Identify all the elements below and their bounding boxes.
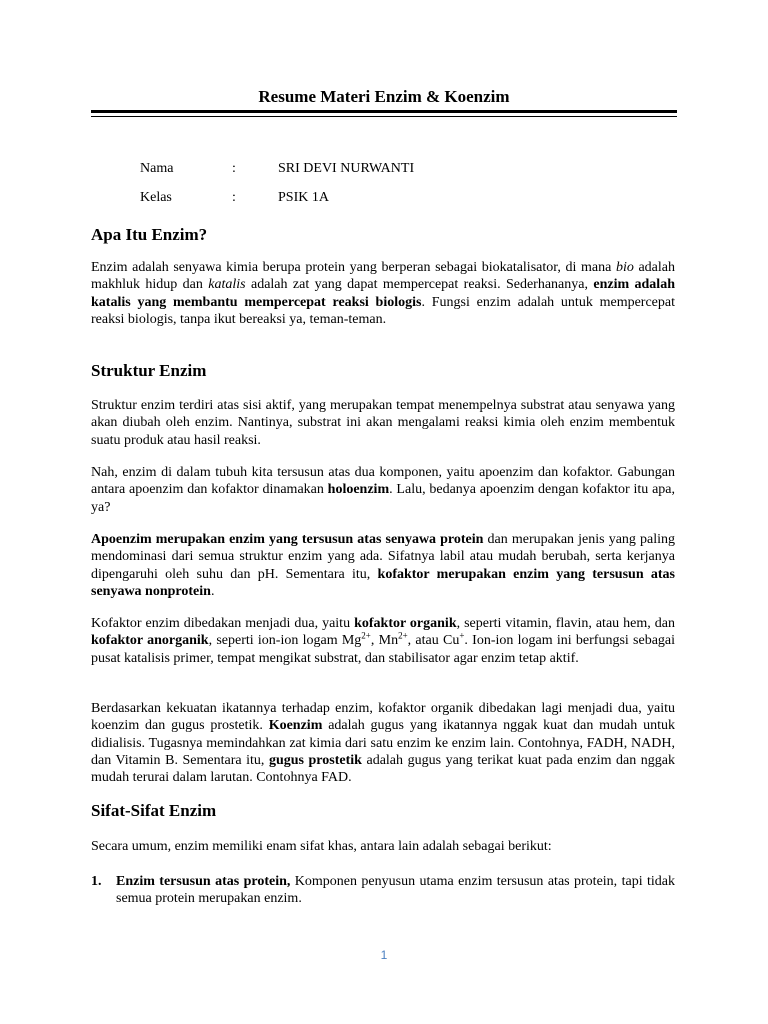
kelas-label: Kelas [140, 190, 172, 205]
kelas-value: PSIK 1A [278, 190, 329, 205]
kelas-colon: : [232, 190, 236, 205]
list-item [91, 873, 675, 908]
list-item-body: Enzim tersusun atas protein, Komponen penyusun utama enzim tersusun atas protein, tapi tidak semua protein merupakan enzim. [116, 874, 675, 907]
list-item-number: 1. [91, 874, 102, 889]
heading-struktur-enzim: Struktur Enzim [91, 361, 207, 380]
page-number: 1 [380, 948, 388, 962]
title-rule-thick [91, 110, 677, 113]
paragraph-struktur-4: Kofaktor enzim dibedakan menjadi dua, yaitu kofaktor organik, seperti vitamin, flavin, atau hem, dan kofaktor anorganik, seperti ion-ion logam $Mg^{2+}$, $Mn^{2+}$, atau Cu+. Ion-ion logam ini berfungsi sebagai pusat katalisis primer, tempat mengikat substrat, dan stabilisator agar enzim tetap aktif. [91, 616, 676, 666]
paragraph-struktur-1: Struktur enzim terdiri atas sisi aktif, yang merupakan tempat menempelnya substrat atau senyawa yang akan diubah oleh enzim. Nantinya, substrat ini akan mengalami reaksi kimia oleh enzim membentuk suatu produk atau hasil reaksi. [91, 398, 675, 448]
paragraph-struktur-5: Berdasarkan kekuatan ikatannya terhadap enzim, kofaktor organik dibedakan lagi menjadi dua, yaitu koenzim dan gugus prostetik. Koenzim adalah gugus yang ikatannya nggak kuat dan mudah untuk didialisis. Tugasnya memindahkan zat kimia dari satu enzim ke enzim lain. Contohnya, FADH, NADH, dan Vitamin B. Sementara itu, gugus prostetik adalah gugus yang terikat kuat pada enzim dan nggak mudah terurai dalam larutan. Contohnya FAD. [91, 701, 675, 786]
paragraph-struktur-3: Apoenzim merupakan enzim yang tersusun atas senyawa protein dan merupakan jenis yang paling mendominasi dari semua struktur enzim yang ada. Sifatnya labil atau mudah berubah, serta kerjanya dipengaruhi oleh suhu dan pH. Sementara itu, kofaktor merupakan enzim yang tersusun atas senyawa nonprotein. [91, 532, 675, 599]
nama-value: SRI DEVI NURWANTI [278, 161, 415, 176]
title-rule-thin [91, 116, 677, 117]
paragraph-struktur-2: Nah, enzim di dalam tubuh kita tersusun atas dua komponen, yaitu apoenzim dan kofaktor. Gabungan antara apoenzim dan kofaktor dinamakan holoenzim. Lalu, bedanya apoenzim dengan kofaktor itu apa, ya? [91, 465, 675, 515]
heading-apa-itu-enzim: Apa Itu Enzim? [91, 225, 208, 244]
document-title: Resume Materi Enzim & Koenzim [258, 87, 510, 106]
nama-label: Nama [140, 161, 174, 176]
heading-sifat-enzim: Sifat-Sifat Enzim [91, 801, 217, 820]
nama-colon: : [232, 161, 236, 176]
paragraph-definisi-enzim: Enzim adalah senyawa kimia berupa protein yang berperan sebagai biokatalisator, di mana bio adalah makhluk hidup dan katalis adalah zat yang dapat mempercepat reaksi. Sederhananya, enzim adalah katalis yang membantu mempercepat reaksi biologis. Fungsi enzim adalah untuk mempercepat reaksi biologis, tanpa ikut bereaksi ya, teman-teman. [91, 260, 676, 327]
paragraph-sifat-intro: Secara umum, enzim memiliki enam sifat khas, antara lain adalah sebagai berikut: [91, 839, 552, 854]
